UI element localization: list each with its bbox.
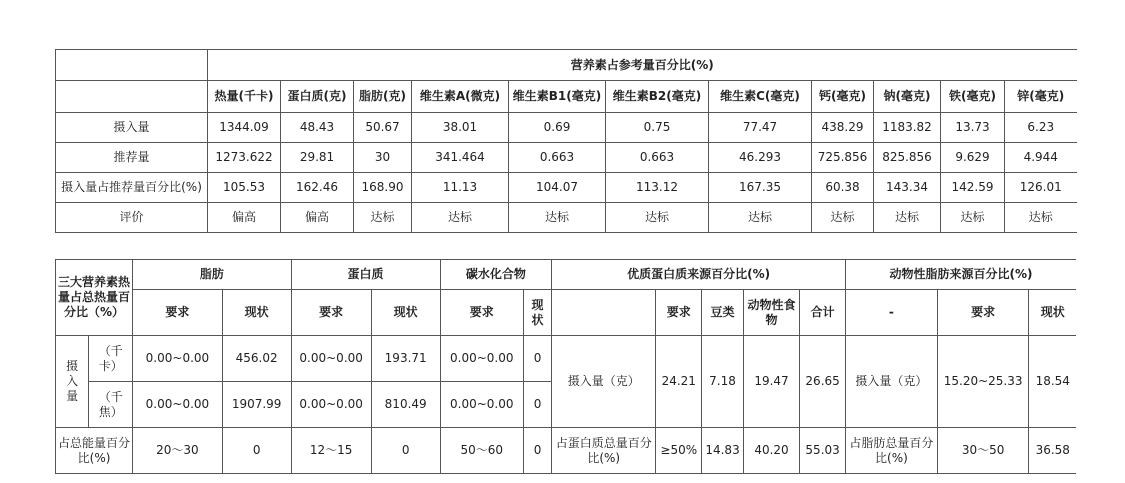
- pct-qp-animal: 40.20: [743, 428, 799, 474]
- table-cell: 168.90: [354, 173, 412, 203]
- kj-carb-req: 0.00~0.00: [440, 382, 523, 428]
- table-cell: 142.59: [941, 173, 1005, 203]
- kcal-carb-req: 0.00~0.00: [440, 336, 523, 382]
- af-dash-header: -: [846, 290, 938, 336]
- group-protein: 蛋白质: [291, 260, 440, 290]
- pct-row-label: 占总能量百分比(%): [56, 428, 133, 474]
- table-cell: 偏高: [281, 203, 354, 233]
- table-cell: 13.73: [941, 113, 1005, 143]
- kj-fat-now: 1907.99: [222, 382, 291, 428]
- group-quality-protein: 优质蛋白质来源百分比(%): [552, 260, 846, 290]
- table-cell: 104.07: [509, 173, 606, 203]
- af-intake-now: 18.54: [1029, 336, 1076, 428]
- table1-col-header: 蛋白质(克): [281, 81, 354, 113]
- pct-fat-req: 20～30: [133, 428, 223, 474]
- af-intake-req: 15.20~25.33: [937, 336, 1029, 428]
- group-animal-fat: 动物性脂肪来源百分比(%): [846, 260, 1076, 290]
- table-cell: 438.29: [812, 113, 874, 143]
- table-cell: 77.47: [709, 113, 812, 143]
- qp-req-header: 要求: [656, 290, 702, 336]
- table-cell: 48.43: [281, 113, 354, 143]
- kcal-protein-now: 193.71: [371, 336, 440, 382]
- pct-carb-req: 50～60: [440, 428, 523, 474]
- table-cell: 偏高: [208, 203, 281, 233]
- fat-now-header: 现状: [222, 290, 291, 336]
- kj-carb-now: 0: [523, 382, 551, 428]
- table-cell: 60.38: [812, 173, 874, 203]
- table-cell: 46.293: [709, 143, 812, 173]
- table-cell: 9.629: [941, 143, 1005, 173]
- pct-af-now: 36.58: [1029, 428, 1076, 474]
- qp-animal-header: 动物性食物: [743, 290, 799, 336]
- carb-now-header: 现状: [523, 290, 551, 336]
- table-cell: 达标: [354, 203, 412, 233]
- table-cell: 达标: [509, 203, 606, 233]
- kcal-carb-now: 0: [523, 336, 551, 382]
- table-cell: 1273.622: [208, 143, 281, 173]
- table-cell: 29.81: [281, 143, 354, 173]
- table-cell: 167.35: [709, 173, 812, 203]
- nutrient-reference-table: [55, 49, 1077, 233]
- qp-intake-label: 摄入量（克）: [552, 336, 656, 428]
- fat-req-header: 要求: [133, 290, 223, 336]
- table-cell: 1183.82: [874, 113, 941, 143]
- kj-protein-req: 0.00~0.00: [291, 382, 371, 428]
- table-cell: 达标: [606, 203, 709, 233]
- table1-col-header: 维生素B1(毫克): [509, 81, 606, 113]
- table-cell: 6.23: [1005, 113, 1077, 143]
- pct-af-req: 30～50: [937, 428, 1029, 474]
- table-cell: 达标: [874, 203, 941, 233]
- group-fat: 脂肪: [133, 260, 291, 290]
- pct-qp-req: ≥50%: [656, 428, 702, 474]
- pct-protein-now: 0: [371, 428, 440, 474]
- table1-title: 营养素占参考量百分比(%): [208, 50, 1077, 81]
- table-cell: 0.663: [509, 143, 606, 173]
- table-row: [56, 143, 1077, 173]
- row-label: 摄入量占推荐量百分比(%): [56, 173, 208, 203]
- table-cell: 达标: [812, 203, 874, 233]
- table1-col-header: 钙(毫克): [812, 81, 874, 113]
- table-cell: 126.01: [1005, 173, 1077, 203]
- kj-protein-now: 810.49: [371, 382, 440, 428]
- qp-intake-animal: 19.47: [743, 336, 799, 428]
- table-cell: 30: [354, 143, 412, 173]
- row-label: 推荐量: [56, 143, 208, 173]
- pct-protein-req: 12～15: [291, 428, 371, 474]
- table-cell: 11.13: [412, 173, 509, 203]
- table1-col-header: 脂肪(克): [354, 81, 412, 113]
- table1-col-header: 钠(毫克): [874, 81, 941, 113]
- table-cell: 341.464: [412, 143, 509, 173]
- table-cell: 0.75: [606, 113, 709, 143]
- qp-blank-header: [552, 290, 656, 336]
- table-cell: 达标: [941, 203, 1005, 233]
- carb-req-header: 要求: [440, 290, 523, 336]
- macronutrient-energy-table: [55, 259, 1076, 474]
- row-label: 评价: [56, 203, 208, 233]
- pct-af-label: 占脂肪总量百分比(%): [846, 428, 938, 474]
- row-label: 摄入量: [56, 113, 208, 143]
- table-cell: 0.69: [509, 113, 606, 143]
- table-row: [56, 173, 1077, 203]
- table-cell: 113.12: [606, 173, 709, 203]
- protein-req-header: 要求: [291, 290, 371, 336]
- af-intake-label: 摄入量（克）: [846, 336, 938, 428]
- table-cell: 0.663: [606, 143, 709, 173]
- table1-col-header: 铁(毫克): [941, 81, 1005, 113]
- qp-intake-req: 24.21: [656, 336, 702, 428]
- protein-now-header: 现状: [371, 290, 440, 336]
- pct-fat-now: 0: [222, 428, 291, 474]
- af-req-header: 要求: [937, 290, 1029, 336]
- table-cell: 达标: [1005, 203, 1077, 233]
- pct-qp-total: 55.03: [800, 428, 846, 474]
- table-cell: 50.67: [354, 113, 412, 143]
- table-cell: 达标: [709, 203, 812, 233]
- unit-kj: （千焦）: [89, 382, 133, 428]
- table-cell: 4.944: [1005, 143, 1077, 173]
- kcal-fat-now: 456.02: [222, 336, 291, 382]
- table2-corner-header: 三大营养素热量占总热量百分比（%）: [56, 260, 133, 336]
- table1-col-header: 维生素A(微克): [412, 81, 509, 113]
- kcal-fat-req: 0.00~0.00: [133, 336, 223, 382]
- table-cell: 143.34: [874, 173, 941, 203]
- kj-fat-req: 0.00~0.00: [133, 382, 223, 428]
- kcal-protein-req: 0.00~0.00: [291, 336, 371, 382]
- table1-col-header: 维生素B2(毫克): [606, 81, 709, 113]
- table-cell: 1344.09: [208, 113, 281, 143]
- table1-col-header: 锌(毫克): [1005, 81, 1077, 113]
- table-cell: 825.856: [874, 143, 941, 173]
- unit-kcal: （千卡）: [89, 336, 133, 382]
- table1-col-header: 热量(千卡): [208, 81, 281, 113]
- table-row: [56, 113, 1077, 143]
- group-carb: 碳水化合物: [440, 260, 552, 290]
- intake-row-label: 摄入量: [56, 336, 89, 428]
- table-cell: 105.53: [208, 173, 281, 203]
- pct-qp-bean: 14.83: [702, 428, 744, 474]
- af-now-header: 现状: [1029, 290, 1076, 336]
- table-cell: 38.01: [412, 113, 509, 143]
- table-cell: 162.46: [281, 173, 354, 203]
- table-cell: 达标: [412, 203, 509, 233]
- table-row: [56, 203, 1077, 233]
- table1-header-row: [56, 81, 1077, 113]
- qp-bean-header: 豆类: [702, 290, 744, 336]
- pct-qp-label: 占蛋白质总量百分比(%): [552, 428, 656, 474]
- table1-col-header: 维生素C(毫克): [709, 81, 812, 113]
- table-cell: 725.856: [812, 143, 874, 173]
- qp-total-header: 合计: [800, 290, 846, 336]
- qp-intake-total: 26.65: [800, 336, 846, 428]
- pct-carb-now: 0: [523, 428, 551, 474]
- qp-intake-bean: 7.18: [702, 336, 744, 428]
